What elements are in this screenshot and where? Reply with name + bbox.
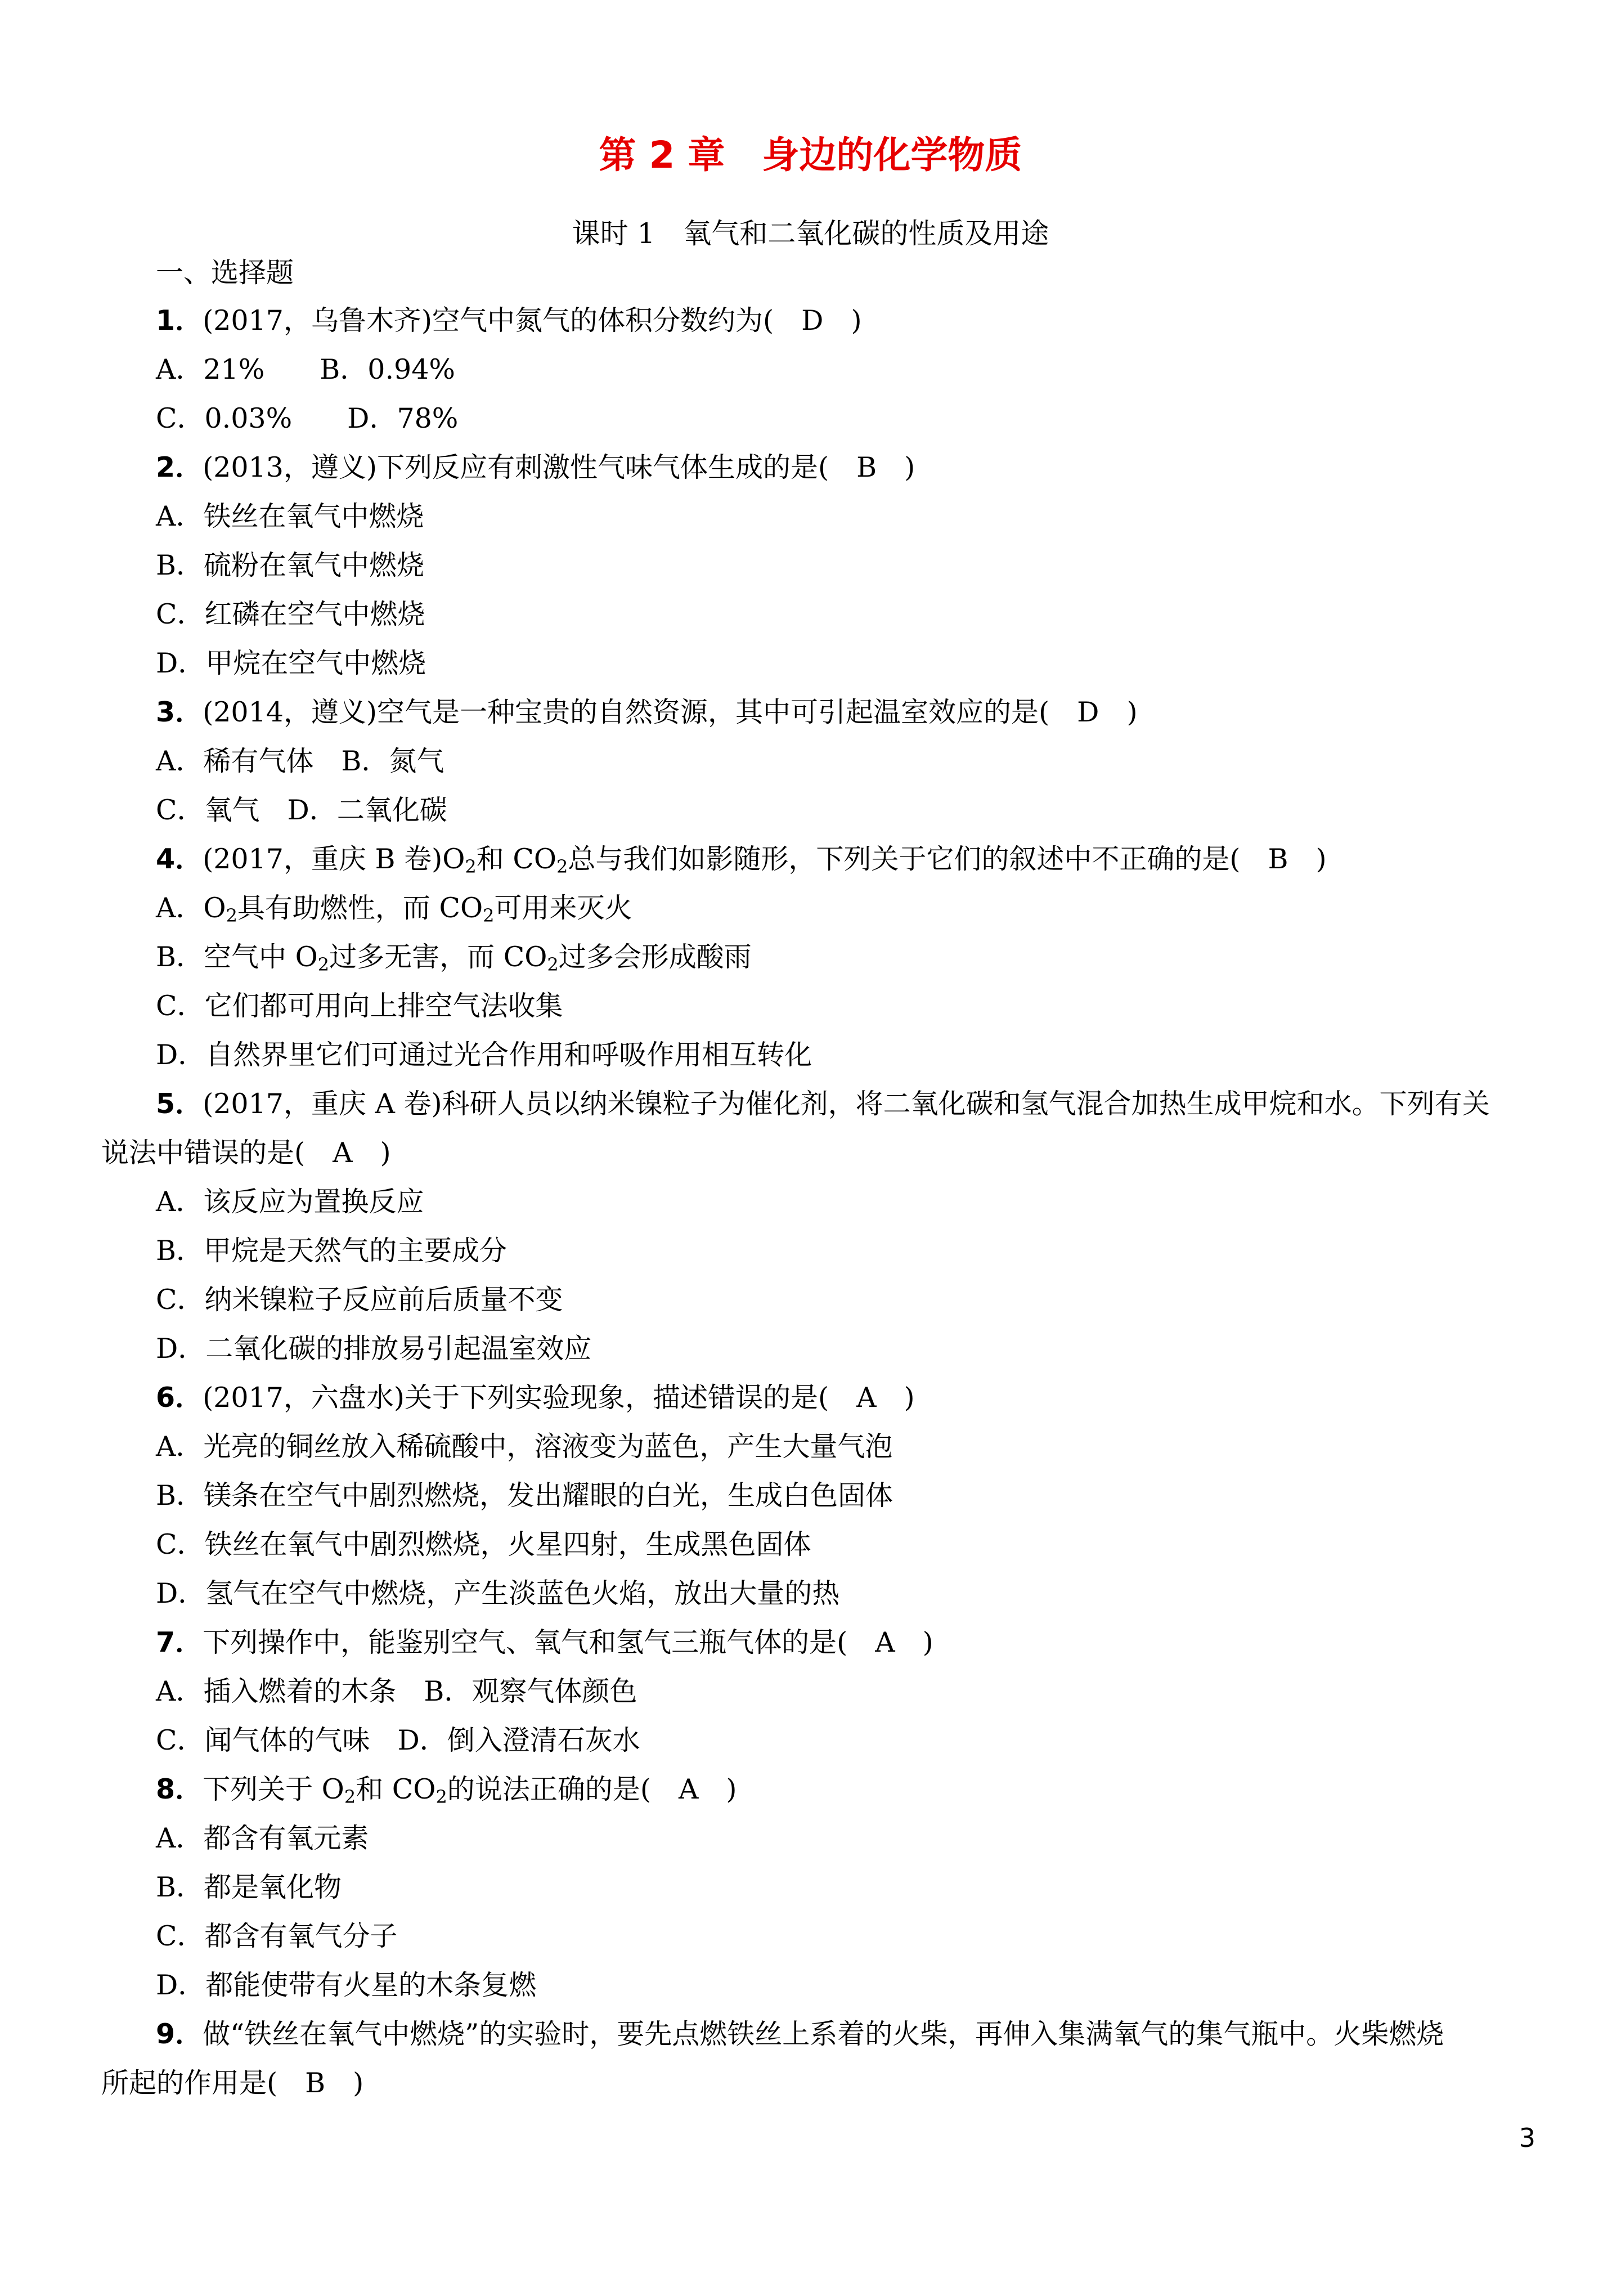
question-7-options-cd: C．闻气体的气味 D．倒入澄清石灰水 (156, 1724, 640, 1756)
question-number: 9． (156, 2018, 203, 2050)
question-number: 1． (156, 304, 203, 337)
question-9-continued: 所起的作用是( B ) (101, 2067, 364, 2099)
chapter-title: 第 2 章 身边的化学物质 (599, 133, 1022, 177)
question-3-options-ab: A．稀有气体 B．氮气 (156, 745, 444, 777)
option-c: C．铁丝在氧气中剧烈燃烧，火星四射，生成黑色固体 (156, 1528, 811, 1560)
option-d: D．自然界里它们可通过光合作用和呼吸作用相互转化 (156, 1039, 812, 1071)
option-b: B．空气中 $O_2$过多无害，而 $CO_2$过多会形成酸雨 (156, 941, 752, 975)
question-7-options-ab: A．插入燃着的木条 B．观察气体颜色 (156, 1675, 637, 1707)
question-3 (156, 696, 1138, 729)
option-b: B．甲烷是天然气的主要成分 (156, 1235, 508, 1267)
question-8: 8．下列关于 $O_2$和 $CO_2$的说法正确的是( A ) (156, 1773, 737, 1808)
question-text: 做“铁丝在氧气中燃烧”的实验时，要先点燃铁丝上系着的火柴，再伸入集满氧气的集气瓶中。火柴燃烧 (203, 2018, 1444, 2050)
option-a: A．该反应为置换反应 (156, 1186, 424, 1218)
question-1-options-ab: A．21% B．0.94% (156, 353, 455, 385)
lesson-title: 课时 1 氧气和二氧化碳的性质及用途 (572, 217, 1049, 250)
option-c: C．纳米镍粒子反应前后质量不变 (156, 1284, 563, 1316)
option-a: A．$O_2$具有助燃性，而 $CO_2$可用来灭火 (156, 892, 632, 926)
option-c: C．它们都可用向上排空气法收集 (156, 990, 563, 1022)
question-number: 3． (156, 696, 203, 728)
question-3-options-cd: C．氧气 D．二氧化碳 (156, 794, 447, 826)
option-c: C．红磷在空气中燃烧 (156, 598, 425, 630)
option-b: B．镁条在空气中剧烈燃烧，发出耀眼的白光，生成白色固体 (156, 1479, 893, 1512)
question-text: (2017，重庆 A 卷)科研人员以纳米镍粒子为催化剂，将二氧化碳和氢气混合加热生成甲烷和水。下列有关 (203, 1088, 1490, 1120)
option-b: B．硫粉在氧气中燃烧 (156, 549, 425, 581)
question-9 (156, 2017, 1444, 2051)
question-1-options-cd: C．0.03% D．78% (156, 402, 459, 434)
option-c: C．都含有氧气分子 (156, 1920, 398, 1952)
page-number: 3 (1519, 2123, 1535, 2153)
question-4: 4．(2017，重庆 B 卷)$O_2$和 $CO_2$总与我们如影随形，下列关于它们的叙述中不正确的是( B ) (156, 843, 1327, 877)
option-d: D．二氧化碳的排放易引起温室效应 (156, 1333, 592, 1365)
question-5 (156, 1087, 1490, 1121)
question-1 (156, 304, 862, 338)
option-d: D．甲烷在空气中燃烧 (156, 647, 426, 679)
option-a: A．铁丝在氧气中燃烧 (156, 500, 424, 532)
question-number: 5． (156, 1088, 203, 1120)
question-text: (2014，遵义)空气是一种宝贵的自然资源，其中可引起温室效应的是( D ) (203, 696, 1138, 728)
question-5-continued: 说法中错误的是( A ) (101, 1137, 391, 1169)
question-number: 8． (156, 1773, 203, 1805)
question-number: 4． (156, 843, 203, 875)
option-d: D．都能使带有火星的木条复燃 (156, 1969, 537, 2001)
option-d: D．氢气在空气中燃烧，产生淡蓝色火焰，放出大量的热 (156, 1577, 840, 1609)
option-b: B．都是氧化物 (156, 1871, 342, 1903)
question-text: (2017，六盘水)关于下列实验现象，描述错误的是( A ) (203, 1382, 915, 1414)
question-text: (2017，乌鲁木齐)空气中氮气的体积分数约为( D ) (203, 304, 862, 337)
question-7 (156, 1626, 933, 1660)
question-2 (156, 451, 915, 485)
question-6 (156, 1381, 915, 1415)
option-a: A．都含有氧元素 (156, 1822, 369, 1854)
question-number: 7． (156, 1626, 203, 1658)
question-number: 6． (156, 1382, 203, 1414)
section-heading: 一、选择题 (156, 257, 294, 289)
question-number: 2． (156, 451, 203, 483)
option-a: A．光亮的铜丝放入稀硫酸中，溶液变为蓝色，产生大量气泡 (156, 1430, 893, 1463)
question-text: 下列操作中，能鉴别空气、氧气和氢气三瓶气体的是( A ) (203, 1626, 933, 1658)
question-text: (2013，遵义)下列反应有刺激性气味气体生成的是( B ) (203, 451, 915, 483)
